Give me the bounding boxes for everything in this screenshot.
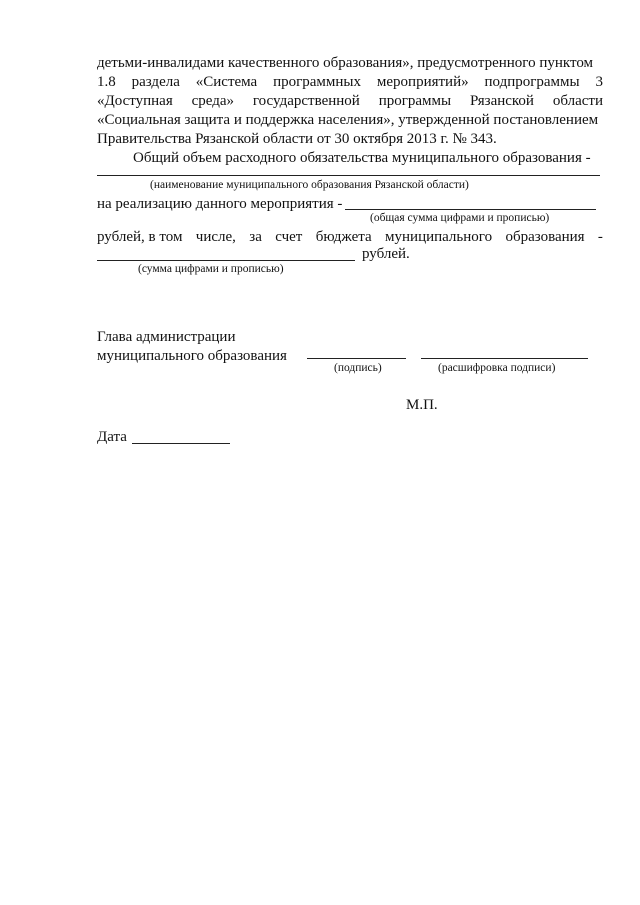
paragraph-line-6: Общий объем расходного обязательства муниципального образования - bbox=[133, 150, 591, 166]
rubles-suffix: рублей. bbox=[362, 246, 410, 262]
total-amount-field[interactable] bbox=[345, 209, 596, 210]
word: «Доступная bbox=[97, 93, 173, 109]
signature-field[interactable] bbox=[307, 358, 406, 359]
paragraph-line-3 bbox=[97, 92, 603, 110]
word: бюджета bbox=[315, 229, 372, 245]
word: - bbox=[597, 229, 603, 245]
word: 3 bbox=[595, 74, 603, 90]
seal-mark: М.П. bbox=[406, 397, 438, 413]
date-field[interactable] bbox=[132, 443, 230, 444]
municipality-caption: (наименование муниципального образования Рязанской области) bbox=[150, 179, 469, 191]
paragraph-line-4: «Социальная защита и поддержка населения», утвержденной постановлением bbox=[97, 112, 599, 128]
date-label: Дата bbox=[97, 429, 127, 445]
total-amount-caption: (общая сумма цифрами и прописью) bbox=[370, 212, 550, 224]
word: мероприятий» bbox=[376, 74, 469, 90]
signatory-title-line-2: муниципального образования bbox=[97, 348, 287, 364]
paragraph-line-2 bbox=[97, 73, 603, 91]
word: образования bbox=[505, 229, 585, 245]
word: государственной bbox=[252, 93, 360, 109]
budget-amount-field[interactable] bbox=[97, 260, 355, 261]
word: числе, bbox=[195, 229, 236, 245]
paragraph-line-1: детьми-инвалидами качественного образования», предусмотренного пунктом bbox=[97, 55, 594, 71]
word: счет bbox=[275, 229, 303, 245]
signature-decoding-caption: (расшифровка подписи) bbox=[438, 362, 556, 374]
word: Рязанской bbox=[469, 93, 534, 109]
budget-amount-caption: (сумма цифрами и прописью) bbox=[138, 263, 284, 275]
word: за bbox=[249, 229, 262, 245]
word: среда» bbox=[191, 93, 235, 109]
word: программных bbox=[273, 74, 362, 90]
municipality-name-field[interactable] bbox=[97, 175, 600, 176]
paragraph-line-5: Правительства Рязанской области от 30 октября 2013 г. № 343. bbox=[97, 131, 497, 147]
word: рублей, в том bbox=[97, 229, 183, 245]
signatory-title-line-1: Глава администрации bbox=[97, 329, 236, 345]
word: подпрограммы bbox=[484, 74, 580, 90]
word: раздела bbox=[131, 74, 180, 90]
word: «Система bbox=[195, 74, 258, 90]
activity-label: на реализацию данного мероприятия - bbox=[97, 196, 343, 212]
word: области bbox=[552, 93, 603, 109]
signature-decoding-field[interactable] bbox=[421, 358, 588, 359]
signature-caption: (подпись) bbox=[334, 362, 382, 374]
word: муниципального bbox=[385, 229, 493, 245]
budget-line bbox=[97, 228, 603, 246]
word: программы bbox=[378, 93, 452, 109]
word: 1.8 bbox=[97, 74, 116, 90]
